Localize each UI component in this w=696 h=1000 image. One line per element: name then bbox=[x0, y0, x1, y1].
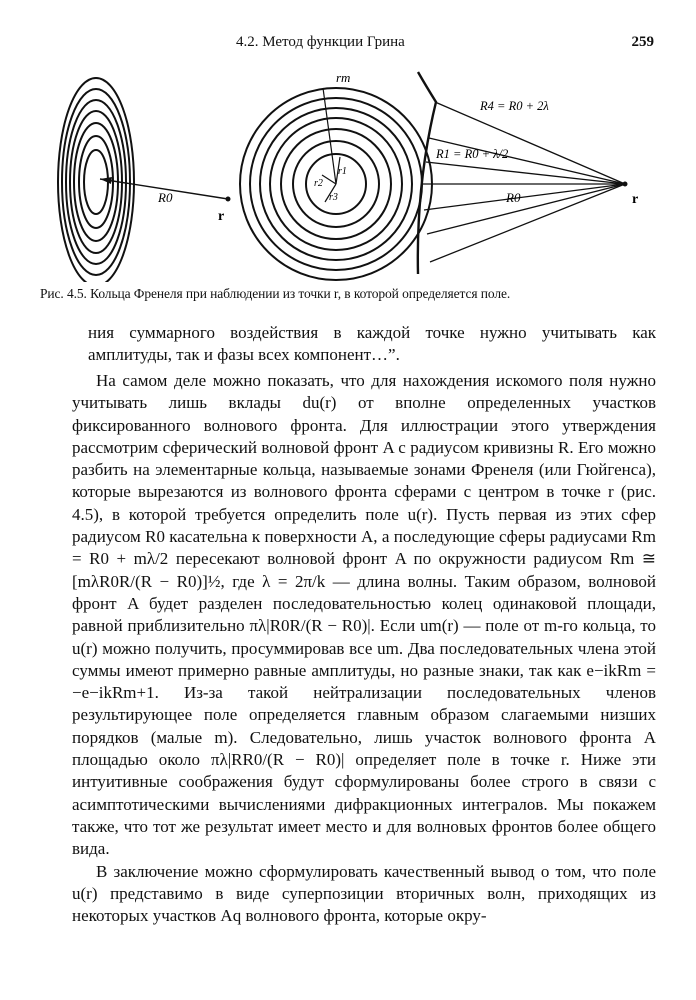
label-r0-right: R0 bbox=[506, 190, 521, 205]
label-r1: r1 bbox=[338, 166, 347, 177]
ray-lines bbox=[422, 102, 625, 262]
paragraph-1: На самом деле можно показать, что для нахождения искомого поля нужно учитывать лишь вклады du(r) от вполне определенных участков фиксированного волнового фронта. Для иллюстрации этого утверждения рассмотрим сферический волновой фронт A с радиусом кривизны R. Его можно разбить на элементарные кольца, называемые зонами Френеля (или Гюйгенса), которые вырезаются из волнового фронта сферами с центром в точке r (рис. 4.5), в которой требуется определить поле u(r). Пусть первая из этих сфер радиусом R0 касательна к поверхности A, а последующие сферы радиусами Rm = R0 + mλ/2 пересекают волновой фронт A по окружности радиусом Rm ≅ [mλR0R/(R − R0)]½, где λ = 2π/k — длина волны. Таким образом, волновой фронт A будет разделен последовательностью колец одинаковой площади, равной приблизительно πλ|R0R/(R − R0)|. Если um(r) — поле от m-го кольца, то u(r) можно получить, просуммировав все um. Два последовательных члена этой суммы имеют примерно равные амплитуды, но разные знаки, так как e−ikRm = −e−ikRm+1. Из-за такой нейтрализации последовательных членов результирующее поле определяется главным образом слагаемыми низших порядков (малые m). Следовательно, лишь участок волнового фронта A площадью около πλ|RR0/(R − R0)| определяет поле в точке r. Ниже эти интуитивные соображения будут сформулированы более строго в связи с асимптотическими вычислениями дифракционных интегралов. Мы покажем также, что тот же результат имеет место и для волновых фронтов более общего вида. bbox=[72, 371, 656, 859]
label-r1-formula: R1 = R0 + λ/2 bbox=[436, 147, 509, 161]
page-header bbox=[0, 34, 696, 56]
paragraph-2: В заключение можно сформулировать качественный вывод о том, что поле u(r) представимо в виде суперпозиции вторичных волн, приходящих из некоторых участков Aq волнового фронта, которые окру- bbox=[72, 861, 656, 926]
label-r-right: r bbox=[632, 192, 639, 207]
main-text bbox=[72, 370, 656, 927]
label-r-left: r bbox=[218, 209, 225, 224]
label-r2: r2 bbox=[314, 178, 323, 189]
label-r3: r3 bbox=[329, 192, 338, 203]
label-r0-left: R0 bbox=[158, 190, 173, 205]
running-title: 4.2. Метод функции Грина bbox=[236, 34, 405, 50]
page-number: 259 bbox=[631, 34, 654, 50]
figure-caption: Рис. 4.5. Кольца Френеля при наблюдении из точки r, в которой определяется поле. bbox=[40, 286, 511, 301]
label-r4-formula: R4 = R0 + 2λ bbox=[480, 99, 549, 113]
label-rm: rm bbox=[336, 70, 351, 85]
quote-continuation: ния суммарного воздействия в каждой точке нужно учитывать как амплитуды, так и фазы всех компонент…”. bbox=[88, 323, 656, 365]
fresnel-figure bbox=[40, 62, 670, 282]
ellipse-rings bbox=[58, 78, 134, 282]
